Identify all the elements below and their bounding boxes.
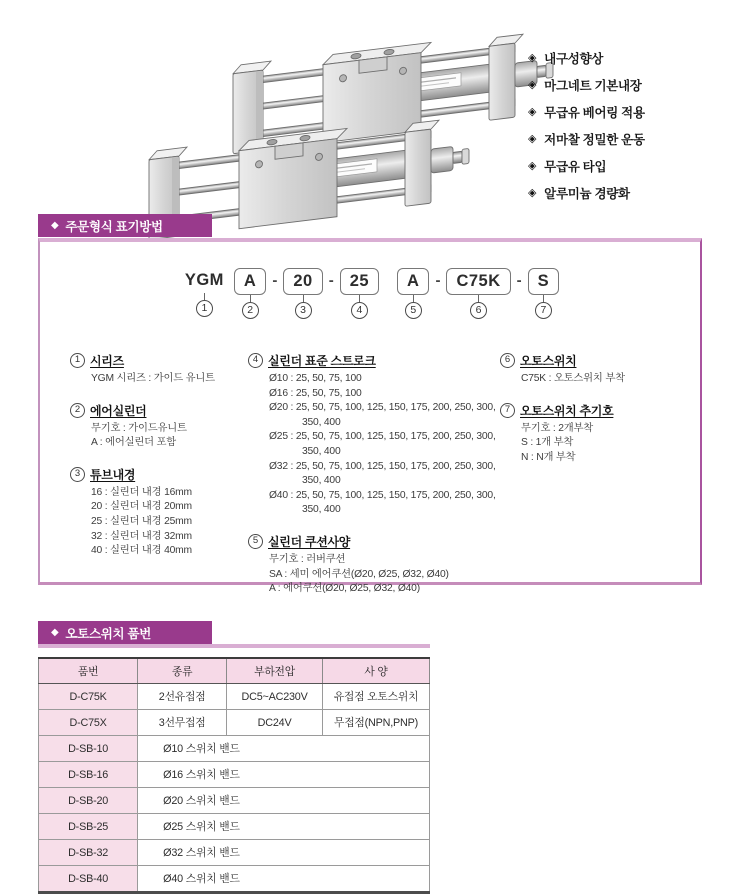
feature-item [528,44,645,71]
feature-text: 무급유 베어링 적용 [544,105,645,120]
dash-separator: - [516,272,522,289]
diamond-bullet-icon: ◈ [528,160,537,172]
band-desc-cell: Ø16 스위치 밴드 [138,762,430,788]
legend-line: Ø16 : 25, 50, 75, 100 [269,387,362,399]
legend-title: 튜브내경 [90,467,136,482]
section-underline [38,644,430,648]
feature-list [528,44,645,206]
table-row [39,866,430,893]
part-number-cell: D-SB-25 [39,814,138,840]
legend-line: 무기호 : 러버쿠션 [269,553,346,565]
col-header-load-voltage: 부하전압 [227,658,323,684]
legend-title: 실린더 쿠션사양 [268,534,351,549]
legend-item-tube-bore [70,466,250,559]
order-section-title: 주문형식 표기방법 [65,219,163,234]
col-header-part-no: 품번 [39,658,138,684]
circled-number-icon: 4 [248,353,263,368]
legend-line: 20 : 실린더 내경 20mm [91,501,192,513]
switch-section-title: 오토스위치 품번 [65,626,151,641]
dash-separator: - [435,272,441,289]
diamond-bullet-icon: ◈ [528,106,537,118]
model-code-box: 20 [283,268,322,295]
legend-line: Ø10 : 25, 50, 75, 100 [269,373,362,384]
model-code-box: 25 [340,268,379,295]
legend-title: 에어실린더 [90,403,147,418]
diamond-bullet-icon: ◈ [528,79,537,91]
legend-line: A : 에어실린더 포함 [91,437,176,449]
voltage-cell: DC5~AC230V [227,684,323,710]
legend-line: SA : 세미 에어쿠션(Ø20, Ø25, Ø32, Ø40) [269,568,449,580]
legend-title: 오토스위치 추기호 [520,403,614,418]
legend-line: C75K : 오토스위치 부착 [521,373,625,384]
diamond-bullet-icon: ◈ [528,133,537,145]
feature-item [528,179,645,206]
legend-column-1 [70,352,250,574]
circled-number-2: 2 [242,302,259,319]
diamond-icon: ◆ [51,627,59,638]
legend-item-switch-suffix [500,402,710,466]
model-part-stroke [340,268,379,319]
legend-item-air-cylinder [70,402,250,451]
legend-line: 40 : 실린더 내경 40mm [91,545,192,557]
band-desc-cell: Ø32 스위치 밴드 [138,840,430,866]
model-part-cushion [397,268,429,319]
model-code-box: C75K [446,268,510,295]
part-number-cell: D-C75X [39,710,138,736]
model-code-box: A [397,268,429,295]
table-row [39,814,430,840]
model-code-box: S [528,268,560,295]
part-number-cell: D-SB-10 [39,736,138,762]
legend-item-standard-stroke [248,352,510,518]
band-desc-cell: Ø25 스위치 밴드 [138,814,430,840]
part-number-cell: D-C75K [39,684,138,710]
circled-number-6: 6 [470,302,487,319]
model-series-code: YGM [184,271,224,289]
model-part-bore [283,268,322,319]
part-number-cell: D-SB-40 [39,866,138,893]
legend-column-2 [248,352,510,612]
legend-item-auto-switch [500,352,710,387]
legend-line: Ø32 : 25, 50, 75, 100, 125, 150, 175, 200, 250, 300, 350, 400 [269,460,496,487]
legend-line: 25 : 실린더 내경 25mm [91,515,192,527]
feature-item [528,125,645,152]
connector-line [543,295,544,302]
circled-number-icon: 5 [248,534,263,549]
table-row [39,736,430,762]
table-row [39,710,430,736]
legend-line: Ø25 : 25, 50, 75, 100, 125, 150, 175, 200, 250, 300, 350, 400 [269,431,496,457]
legend-line: 무기호 : 2개부착 [521,422,593,434]
feature-text: 저마찰 정밀한 운동 [544,132,645,147]
model-part-switch-qty [528,268,560,319]
model-part-series [181,268,228,317]
legend-line: S : 1개 부착 [521,437,574,449]
model-part-cylinder [234,268,266,319]
legend-line: 16 : 실린더 내경 16mm [91,486,192,498]
band-desc-cell: Ø20 스위치 밴드 [138,788,430,814]
type-cell: 3선무접점 [138,710,227,736]
switch-section-header [38,621,212,644]
connector-line [413,295,414,302]
legend-column-3 [500,352,710,480]
feature-item [528,98,645,125]
feature-item [528,71,645,98]
circled-number-icon: 6 [500,353,515,368]
part-number-cell: D-SB-32 [39,840,138,866]
order-format-box [38,238,702,595]
feature-text: 내구성향상 [544,51,604,66]
circled-number-4: 4 [351,302,368,319]
circled-number-icon: 3 [70,467,85,482]
spec-cell: 무접점(NPN,PNP) [323,710,430,736]
spec-cell: 유접점 오토스위치 [323,684,430,710]
table-row [39,788,430,814]
band-desc-cell: Ø40 스위치 밴드 [138,866,430,893]
model-code-row [40,268,700,319]
circled-number-7: 7 [535,302,552,319]
feature-text: 무급유 타입 [544,159,607,174]
product-photo [145,20,525,212]
cylinder-unit-upper [233,26,553,153]
circled-number-icon: 2 [70,403,85,418]
voltage-cell: DC24V [227,710,323,736]
legend-line: 32 : 실린더 내경 32mm [91,530,192,542]
connector-line [204,293,205,300]
circled-number-3: 3 [295,302,312,319]
model-code-box: A [234,268,266,295]
legend-title: 오토스위치 [520,354,577,368]
part-number-cell: D-SB-16 [39,762,138,788]
connector-line [303,295,304,302]
connector-line [478,295,479,302]
table-header-row [39,658,430,684]
feature-text: 알루미늄 경량화 [544,186,630,201]
connector-line [250,295,251,302]
diamond-bullet-icon: ◈ [528,52,537,64]
table-row [39,684,430,710]
feature-item [528,152,645,179]
dash-separator: - [328,272,334,289]
col-header-spec: 사 양 [323,658,430,684]
diamond-icon: ◆ [51,220,59,231]
col-header-type: 종류 [138,658,227,684]
legend-item-series [70,352,250,387]
order-section-header [38,214,212,237]
legend-line: N : N개 부착 [521,451,576,463]
auto-switch-table [38,657,430,894]
band-desc-cell: Ø10 스위치 밴드 [138,736,430,762]
part-number-cell: D-SB-20 [39,788,138,814]
circled-number-icon: 1 [70,353,85,368]
circled-number-1: 1 [196,300,213,317]
legend-line: 무기호 : 가이드유니트 [91,422,187,434]
dash-separator: - [272,272,278,289]
table-row [39,840,430,866]
legend-line: Ø40 : 25, 50, 75, 100, 125, 150, 175, 200, 250, 300, 350, 400 [269,489,496,516]
connector-line [359,295,360,302]
table-row [39,762,430,788]
legend-line: Ø20 : 25, 50, 75, 100, 125, 150, 175, 200, 250, 300, 350, 400 [269,402,496,428]
legend-title: 실린더 표준 스트로크 [268,354,376,368]
circled-number-5: 5 [405,302,422,319]
type-cell: 2선유접점 [138,684,227,710]
circled-number-icon: 7 [500,403,515,418]
feature-text: 마그네트 기본내장 [544,78,642,93]
diamond-bullet-icon: ◈ [528,187,537,199]
legend-title: 시리즈 [90,354,124,368]
legend-line: A : 에어쿠션(Ø20, Ø25, Ø32, Ø40) [269,583,420,595]
legend-line: YGM 시리즈 : 가이드 유니트 [91,373,215,384]
legend-item-cushion [248,533,510,597]
model-part-autoswitch [446,268,510,319]
